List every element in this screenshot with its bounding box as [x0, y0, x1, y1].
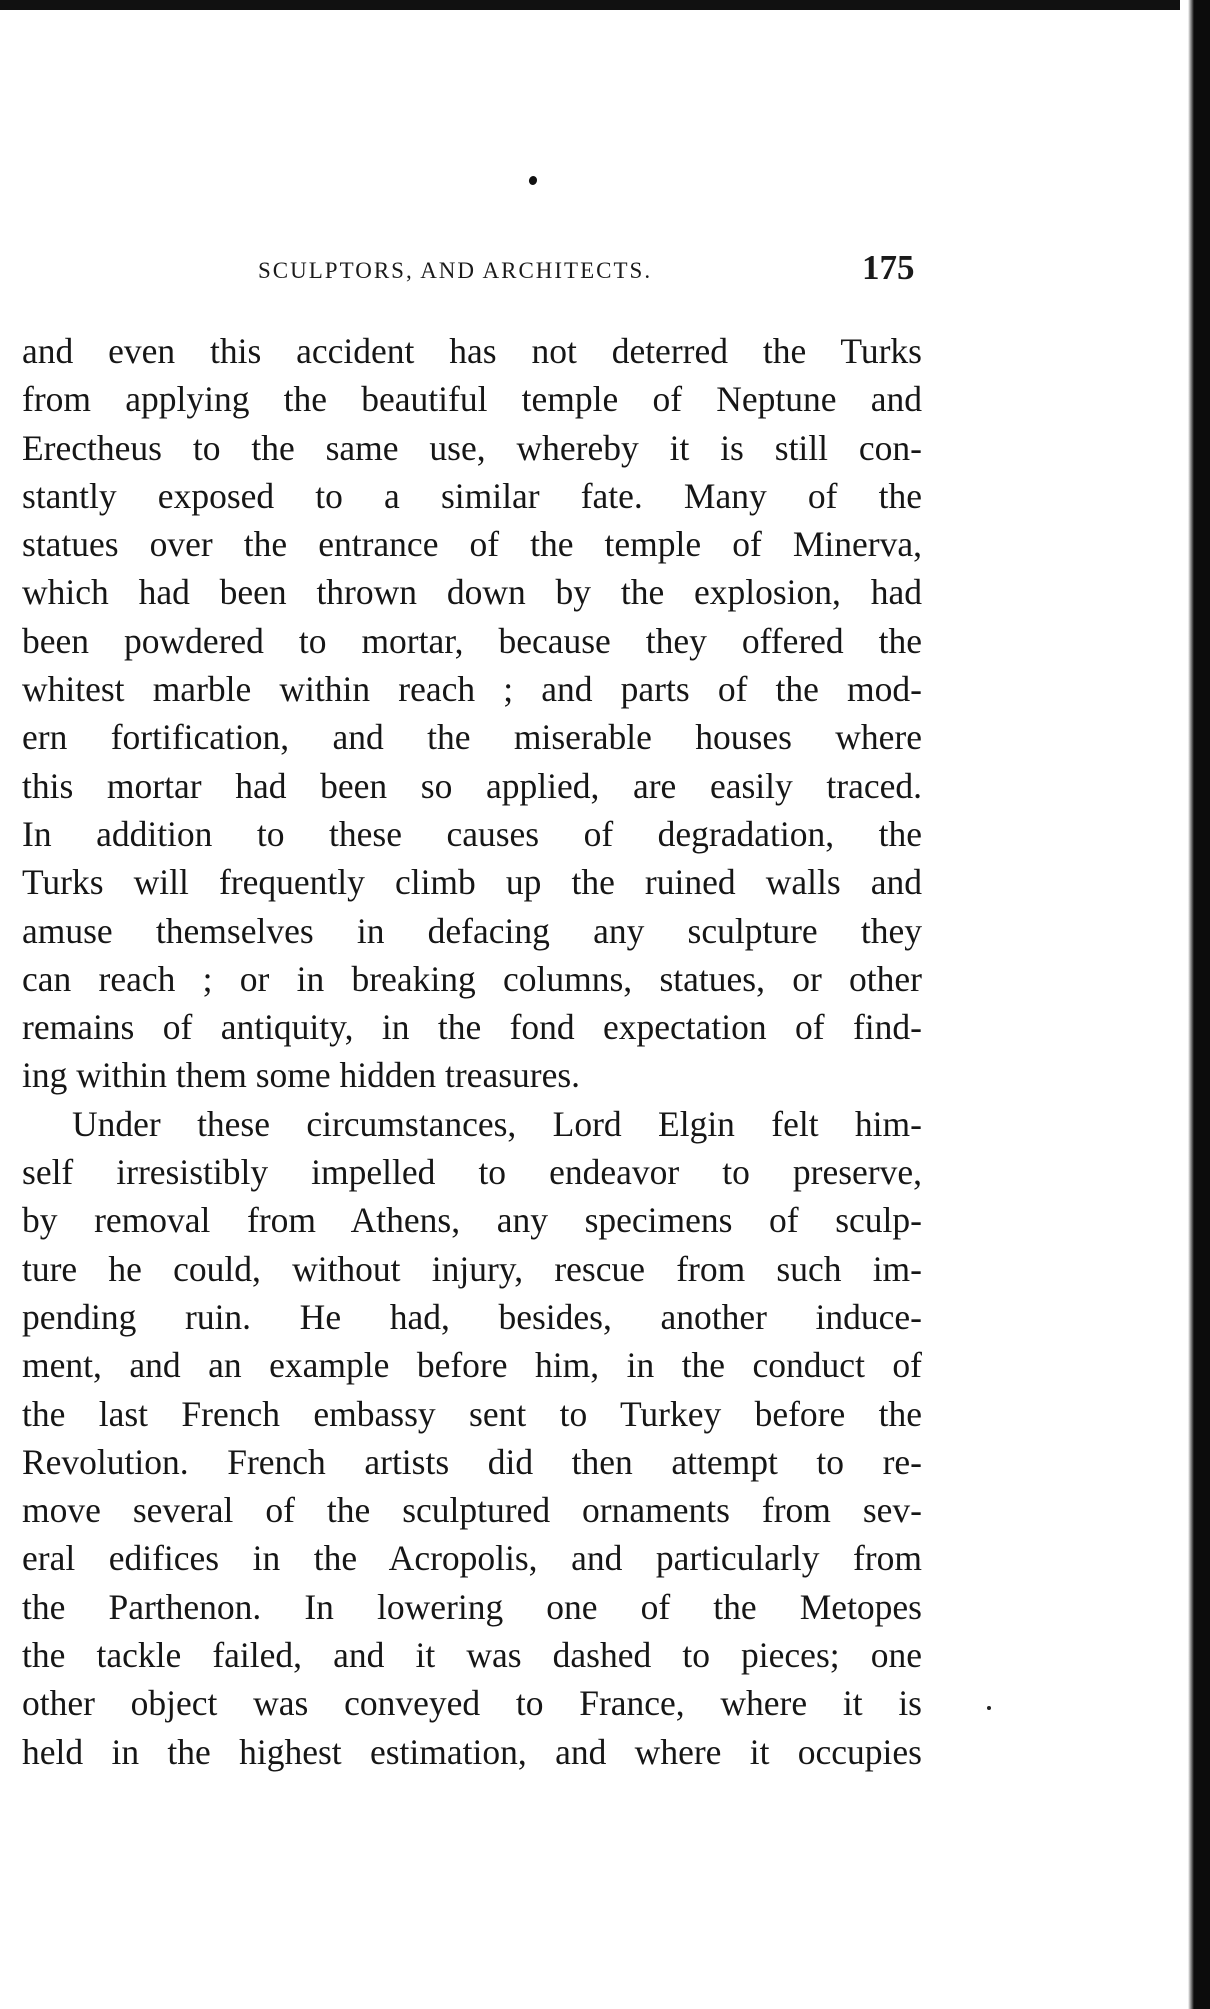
text-line: held in the highest estimation, and where it occupies [22, 1731, 922, 1772]
text-line: move several of the sculptured ornaments from sev- [22, 1490, 922, 1531]
text-line: statues over the entrance of the temple of Minerva, [22, 524, 922, 565]
text-line: stantly exposed to a similar fate. Many of the [22, 475, 922, 516]
paragraph [22, 1100, 922, 1776]
text-line: other object was conveyed to France, where it is [22, 1683, 922, 1724]
text-line: and even this accident has not deterred the Turks [22, 331, 922, 371]
text-line: eral edifices in the Acropolis, and particularly from [22, 1538, 922, 1579]
ink-mark [528, 175, 539, 186]
ink-dot [987, 1706, 991, 1710]
page-header [0, 248, 1210, 298]
text-line: In addition to these causes of degradation, the [22, 813, 922, 854]
scan-right-edge [1180, 0, 1210, 2009]
text-line: amuse themselves in defacing any sculpture they [22, 910, 922, 951]
text-line: ern fortification, and the miserable houses where [22, 717, 922, 758]
text-line: Erectheus to the same use, whereby it is still con- [22, 427, 922, 468]
text-line: Revolution. French artists did then attempt to re- [22, 1441, 922, 1482]
text-line: pending ruin. He had, besides, another induce- [22, 1296, 922, 1337]
text-line: this mortar had been so applied, are easily traced. [22, 765, 922, 806]
text-line: can reach ; or in breaking columns, statues, or other [22, 958, 922, 999]
text-line: ment, and an example before him, in the conduct of [22, 1345, 922, 1386]
running-head: SCULPTORS, AND ARCHITECTS. [258, 258, 653, 283]
text-line: remains of antiquity, in the fond expectation of find- [22, 1007, 922, 1048]
text-line: from applying the beautiful temple of Neptune and [22, 379, 922, 420]
text-line: been powdered to mortar, because they offered the [22, 620, 922, 661]
body-text [22, 327, 922, 1776]
scan-top-edge [0, 0, 1210, 10]
page-number: 175 [862, 248, 915, 287]
text-line: the Parthenon. In lowering one of the Metopes [22, 1586, 922, 1627]
text-line: Under these circumstances, Lord Elgin felt him- [72, 1103, 922, 1144]
text-line: ing within them some hidden treasures. [22, 1055, 581, 1096]
text-line: which had been thrown down by the explosion, had [22, 572, 922, 613]
text-line: self irresistibly impelled to endeavor to preserve, [22, 1152, 922, 1193]
text-line: whitest marble within reach ; and parts of the mod- [22, 669, 922, 710]
text-line: the last French embassy sent to Turkey before the [22, 1393, 922, 1434]
text-line: ture he could, without injury, rescue from such im- [22, 1248, 922, 1289]
text-line: by removal from Athens, any specimens of sculp- [22, 1200, 922, 1241]
text-line: the tackle failed, and it was dashed to pieces; one [22, 1635, 922, 1676]
paragraph [22, 327, 922, 1100]
text-line: Turks will frequently climb up the ruined walls and [22, 862, 922, 903]
